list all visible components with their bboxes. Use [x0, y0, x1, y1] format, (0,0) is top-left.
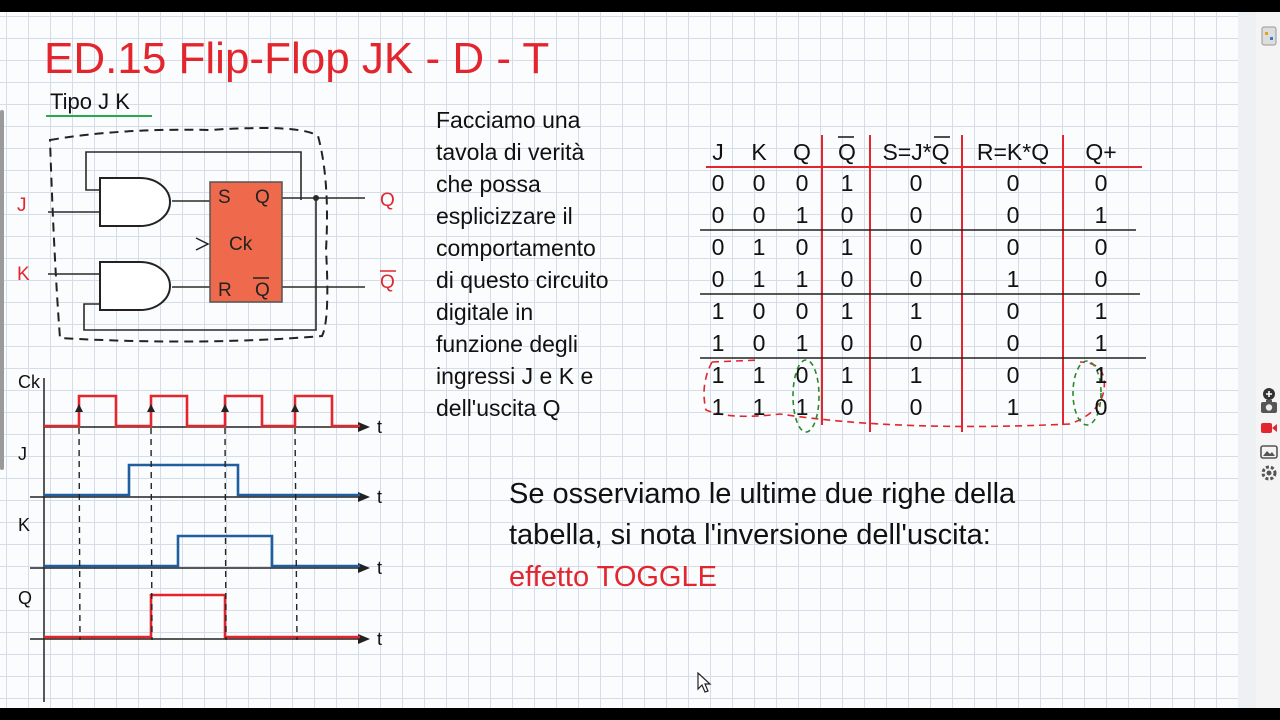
truth-table-cell: 1 [752, 394, 766, 420]
ff-qbar-label: Q [255, 280, 270, 301]
timing-label-q: Q [18, 588, 33, 608]
truth-table-cell: 0 [752, 298, 766, 324]
truth-table-cell: 0 [795, 362, 809, 388]
output-qbar-label: Q [380, 272, 395, 293]
truth-table-cell: 0 [909, 330, 923, 356]
truth-table-cell: 0 [711, 234, 725, 260]
truth-table-cell: 0 [840, 394, 854, 420]
truth-table-cell: 0 [909, 234, 923, 260]
and-gate-bottom [100, 262, 170, 310]
truth-table-cell: 0 [1006, 362, 1020, 388]
truth-table-cell: 1 [1094, 330, 1108, 356]
truth-table-cell: 1 [711, 298, 725, 324]
truth-table-cell: 1 [1094, 362, 1108, 388]
truth-table-cell: 1 [840, 298, 854, 324]
truth-table-cell: 0 [909, 202, 923, 228]
truth-table-header-qnext: Q+ [1085, 139, 1117, 165]
truth-table-cell: 0 [1094, 170, 1108, 196]
description-line: di questo circuito [436, 267, 609, 293]
truth-table-cell: 0 [795, 170, 809, 196]
description-line: Facciamo una [436, 107, 581, 133]
truth-table-cell: 0 [840, 266, 854, 292]
timing-diagram [30, 378, 370, 702]
truth-table-cell: 0 [752, 330, 766, 356]
truth-table-cell: 1 [1006, 394, 1020, 420]
description-line: che possa [436, 171, 541, 197]
circuit-enclosure [50, 128, 327, 342]
description-line: comportamento [436, 235, 596, 261]
truth-table-header-s: S=J*Q [882, 139, 950, 165]
timing-axis-t-q: t [377, 629, 383, 649]
description-text [436, 104, 666, 424]
truth-table-cell: 0 [1094, 266, 1108, 292]
truth-table-cell: 1 [1094, 298, 1108, 324]
description-line: digitale in [436, 299, 534, 325]
truth-table-cell: 0 [909, 394, 923, 420]
truth-table-cell: 0 [711, 266, 725, 292]
truth-table-cell: 1 [752, 234, 766, 260]
note-line-1: Se osserviamo le ultime due righe della [509, 478, 1016, 510]
truth-table-header-q: Q [793, 139, 811, 165]
truth-table-cell: 1 [711, 394, 725, 420]
truth-table-cell: 1 [752, 362, 766, 388]
ff-r-label: R [218, 280, 232, 301]
ff-q-label: Q [255, 187, 270, 208]
timing-axis-t-j: t [377, 487, 383, 507]
truth-table-header-j: J [712, 139, 724, 165]
mouse-cursor-icon [697, 672, 713, 694]
truth-table-cell: 0 [840, 202, 854, 228]
timing-axis-t-k: t [377, 558, 383, 578]
truth-table-cell: 1 [795, 266, 809, 292]
truth-table-cell: 1 [711, 362, 725, 388]
truth-table-cell: 1 [909, 298, 923, 324]
output-q-label: Q [380, 190, 395, 211]
truth-table-header-qbar: Q [838, 139, 856, 165]
ff-clk-label: Ck [229, 234, 253, 255]
timing-label-k: K [18, 515, 31, 535]
truth-table-cell: 0 [1006, 170, 1020, 196]
truth-table-cell: 0 [1094, 234, 1108, 260]
description-line: funzione degli [436, 331, 578, 357]
truth-table-cell: 0 [1006, 234, 1020, 260]
description-line: tavola di verità [436, 139, 585, 165]
truth-table-cell: 0 [711, 170, 725, 196]
truth-table-cell: 1 [795, 202, 809, 228]
timing-label-j: J [18, 444, 27, 464]
truth-table-cell: 1 [795, 330, 809, 356]
truth-table-cell: 1 [1094, 202, 1108, 228]
and-gate-top [100, 178, 170, 226]
truth-table-cell: 0 [795, 298, 809, 324]
truth-table-cell: 0 [909, 170, 923, 196]
truth-table-cell: 1 [752, 266, 766, 292]
truth-table-cell: 0 [1006, 202, 1020, 228]
truth-table-cell: 0 [1006, 330, 1020, 356]
truth-table-cell: 0 [795, 234, 809, 260]
page-title: ED.15 Flip-Flop JK - D - T [44, 34, 550, 83]
truth-table-header-k: K [751, 139, 767, 165]
truth-table-cell: 1 [840, 234, 854, 260]
note-toggle-effect: effetto TOGGLE [509, 561, 717, 593]
timing-label-ck: Ck [18, 372, 40, 392]
circuit-wires [48, 152, 365, 330]
note-line-2: tabella, si nota l'inversione dell'uscita: [509, 519, 991, 551]
truth-table-cell: 1 [840, 362, 854, 388]
truth-table-cell: 0 [1006, 298, 1020, 324]
section-subtitle: Tipo J K [50, 89, 130, 114]
ff-s-label: S [218, 187, 231, 208]
input-j-label: J [17, 195, 27, 216]
truth-table-cell: 1 [795, 394, 809, 420]
truth-table-cell: 0 [840, 330, 854, 356]
description-line: ingressi J e K e [436, 363, 594, 389]
truth-table-cell: 1 [1006, 266, 1020, 292]
q-waveform [44, 595, 360, 637]
truth-table-cell: 0 [752, 170, 766, 196]
truth-table-cell: 1 [840, 170, 854, 196]
description-line: esplicizzare il [436, 203, 573, 229]
truth-table-cell: 1 [909, 362, 923, 388]
truth-table-cell: 0 [711, 202, 725, 228]
description-line: dell'uscita Q [436, 395, 561, 421]
truth-table-header-r: R=K*Q [976, 139, 1050, 165]
ck-waveform [44, 396, 360, 426]
truth-table-cell: 0 [752, 202, 766, 228]
j-waveform [44, 465, 360, 495]
k-waveform [44, 536, 360, 566]
truth-table-cell: 0 [909, 266, 923, 292]
timing-axis-t-ck: t [377, 417, 383, 437]
input-k-label: K [17, 264, 30, 285]
truth-table-cell: 1 [711, 330, 725, 356]
truth-table-cell: 0 [1094, 394, 1108, 420]
